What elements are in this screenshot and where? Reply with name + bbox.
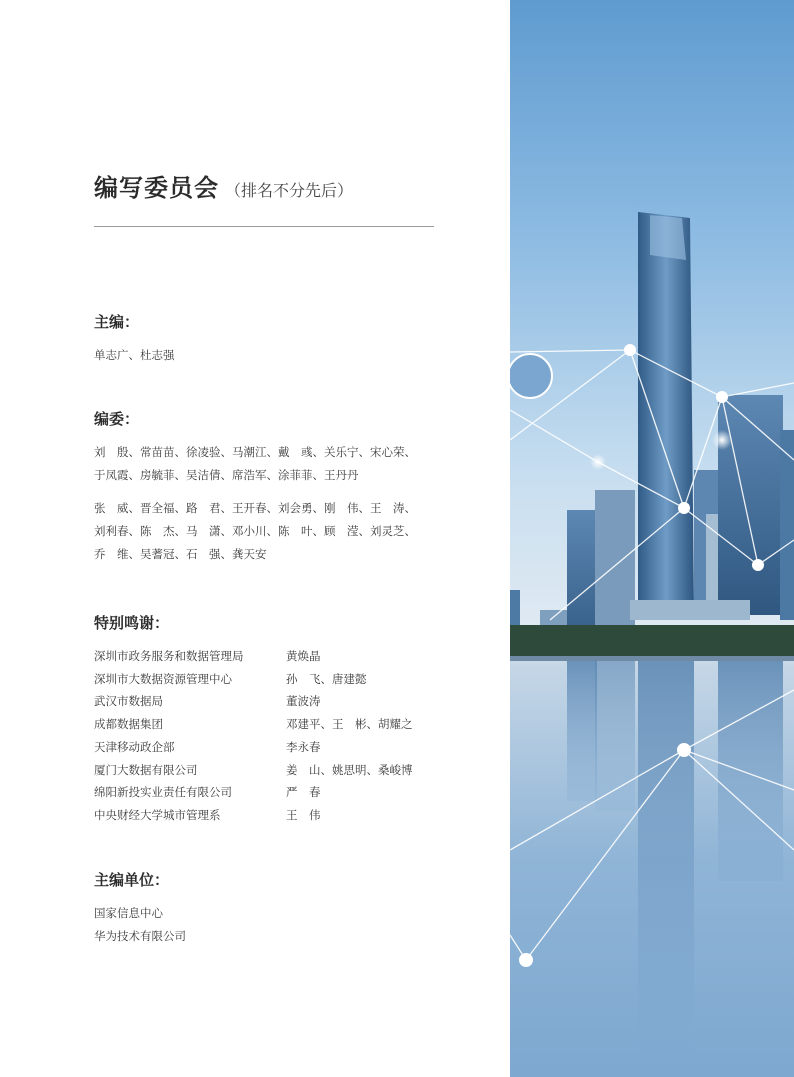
- thanks-names: 姜 山、姚思明、桑峻博: [286, 762, 413, 777]
- thanks-heading: 特别鸣谢：: [94, 614, 170, 632]
- unit-line: 国家信息中心: [94, 906, 163, 920]
- thanks-row: [94, 759, 413, 782]
- thanks-org: 武汉市数据局: [94, 694, 163, 709]
- committee-line: 刘利春、陈 杰、马 潇、邓小川、陈 叶、顾 滢、刘灵芝、: [94, 524, 416, 538]
- group-gap: [94, 487, 416, 497]
- committee-heading: 编委：: [94, 410, 140, 428]
- tree-line: [510, 625, 794, 661]
- thanks-org: 厦门大数据有限公司: [94, 762, 198, 777]
- committee-section: [94, 408, 416, 566]
- thanks-names: 董波涛: [286, 694, 321, 709]
- towers: [510, 212, 794, 660]
- thanks-names: 黄焕晶: [286, 649, 321, 663]
- thanks-row: [94, 645, 413, 668]
- thanks-names: 邓建平、王 彬、胡耀之: [286, 717, 413, 732]
- thanks-row: [94, 713, 413, 736]
- thanks-names: 王 伟: [286, 807, 321, 822]
- thanks-row: [94, 736, 413, 759]
- committee-line: 刘 殷、常苗苗、徐凌验、马潮江、戴 彧、关乐宁、宋心荣、: [94, 445, 416, 459]
- chief-editor-section: [94, 311, 175, 367]
- thanks-row: [94, 804, 413, 827]
- thanks-row: [94, 668, 413, 691]
- thanks-row: [94, 781, 413, 804]
- thanks-names: 严 春: [286, 785, 321, 800]
- chief-editor-names: 单志广、杜志强: [94, 348, 175, 362]
- thanks-row: [94, 690, 413, 713]
- committee-line: 于凤霞、房毓菲、吴洁倩、席浩军、涂菲菲、王丹丹: [94, 468, 359, 482]
- thanks-org: 深圳市政务服务和数据管理局: [94, 649, 244, 663]
- skyline-illustration: [510, 0, 794, 1077]
- thanks-section: [94, 612, 413, 827]
- unit-line: 华为技术有限公司: [94, 929, 186, 943]
- committee-line: 乔 维、吴蓍冠、石 强、龚天安: [94, 547, 267, 561]
- title-divider: [94, 226, 434, 227]
- title-main: 编写委员会: [94, 174, 219, 202]
- units-heading: 主编单位：: [94, 871, 170, 889]
- thanks-names: 李永春: [286, 739, 321, 754]
- thanks-org: 成都数据集团: [94, 717, 163, 732]
- title-subtitle: （排名不分先后）: [225, 181, 354, 200]
- chief-editor-heading: 主编：: [94, 313, 140, 331]
- committee-line: 张 威、晋全福、路 君、王开春、刘会勇、刚 伟、王 涛、: [94, 501, 416, 515]
- thanks-org: 绵阳新投实业责任有限公司: [94, 785, 232, 800]
- thanks-names: 孙 飞、唐建懿: [286, 671, 367, 686]
- thanks-org: 天津移动政企部: [94, 739, 175, 754]
- city-skyline-photo: [510, 0, 794, 1077]
- editing-units-section: [94, 869, 186, 948]
- water-reflection: [567, 661, 783, 1051]
- thanks-org: 中央财经大学城市管理系: [94, 807, 221, 822]
- page-title: [94, 168, 353, 203]
- thanks-org: 深圳市大数据资源管理中心: [94, 671, 232, 686]
